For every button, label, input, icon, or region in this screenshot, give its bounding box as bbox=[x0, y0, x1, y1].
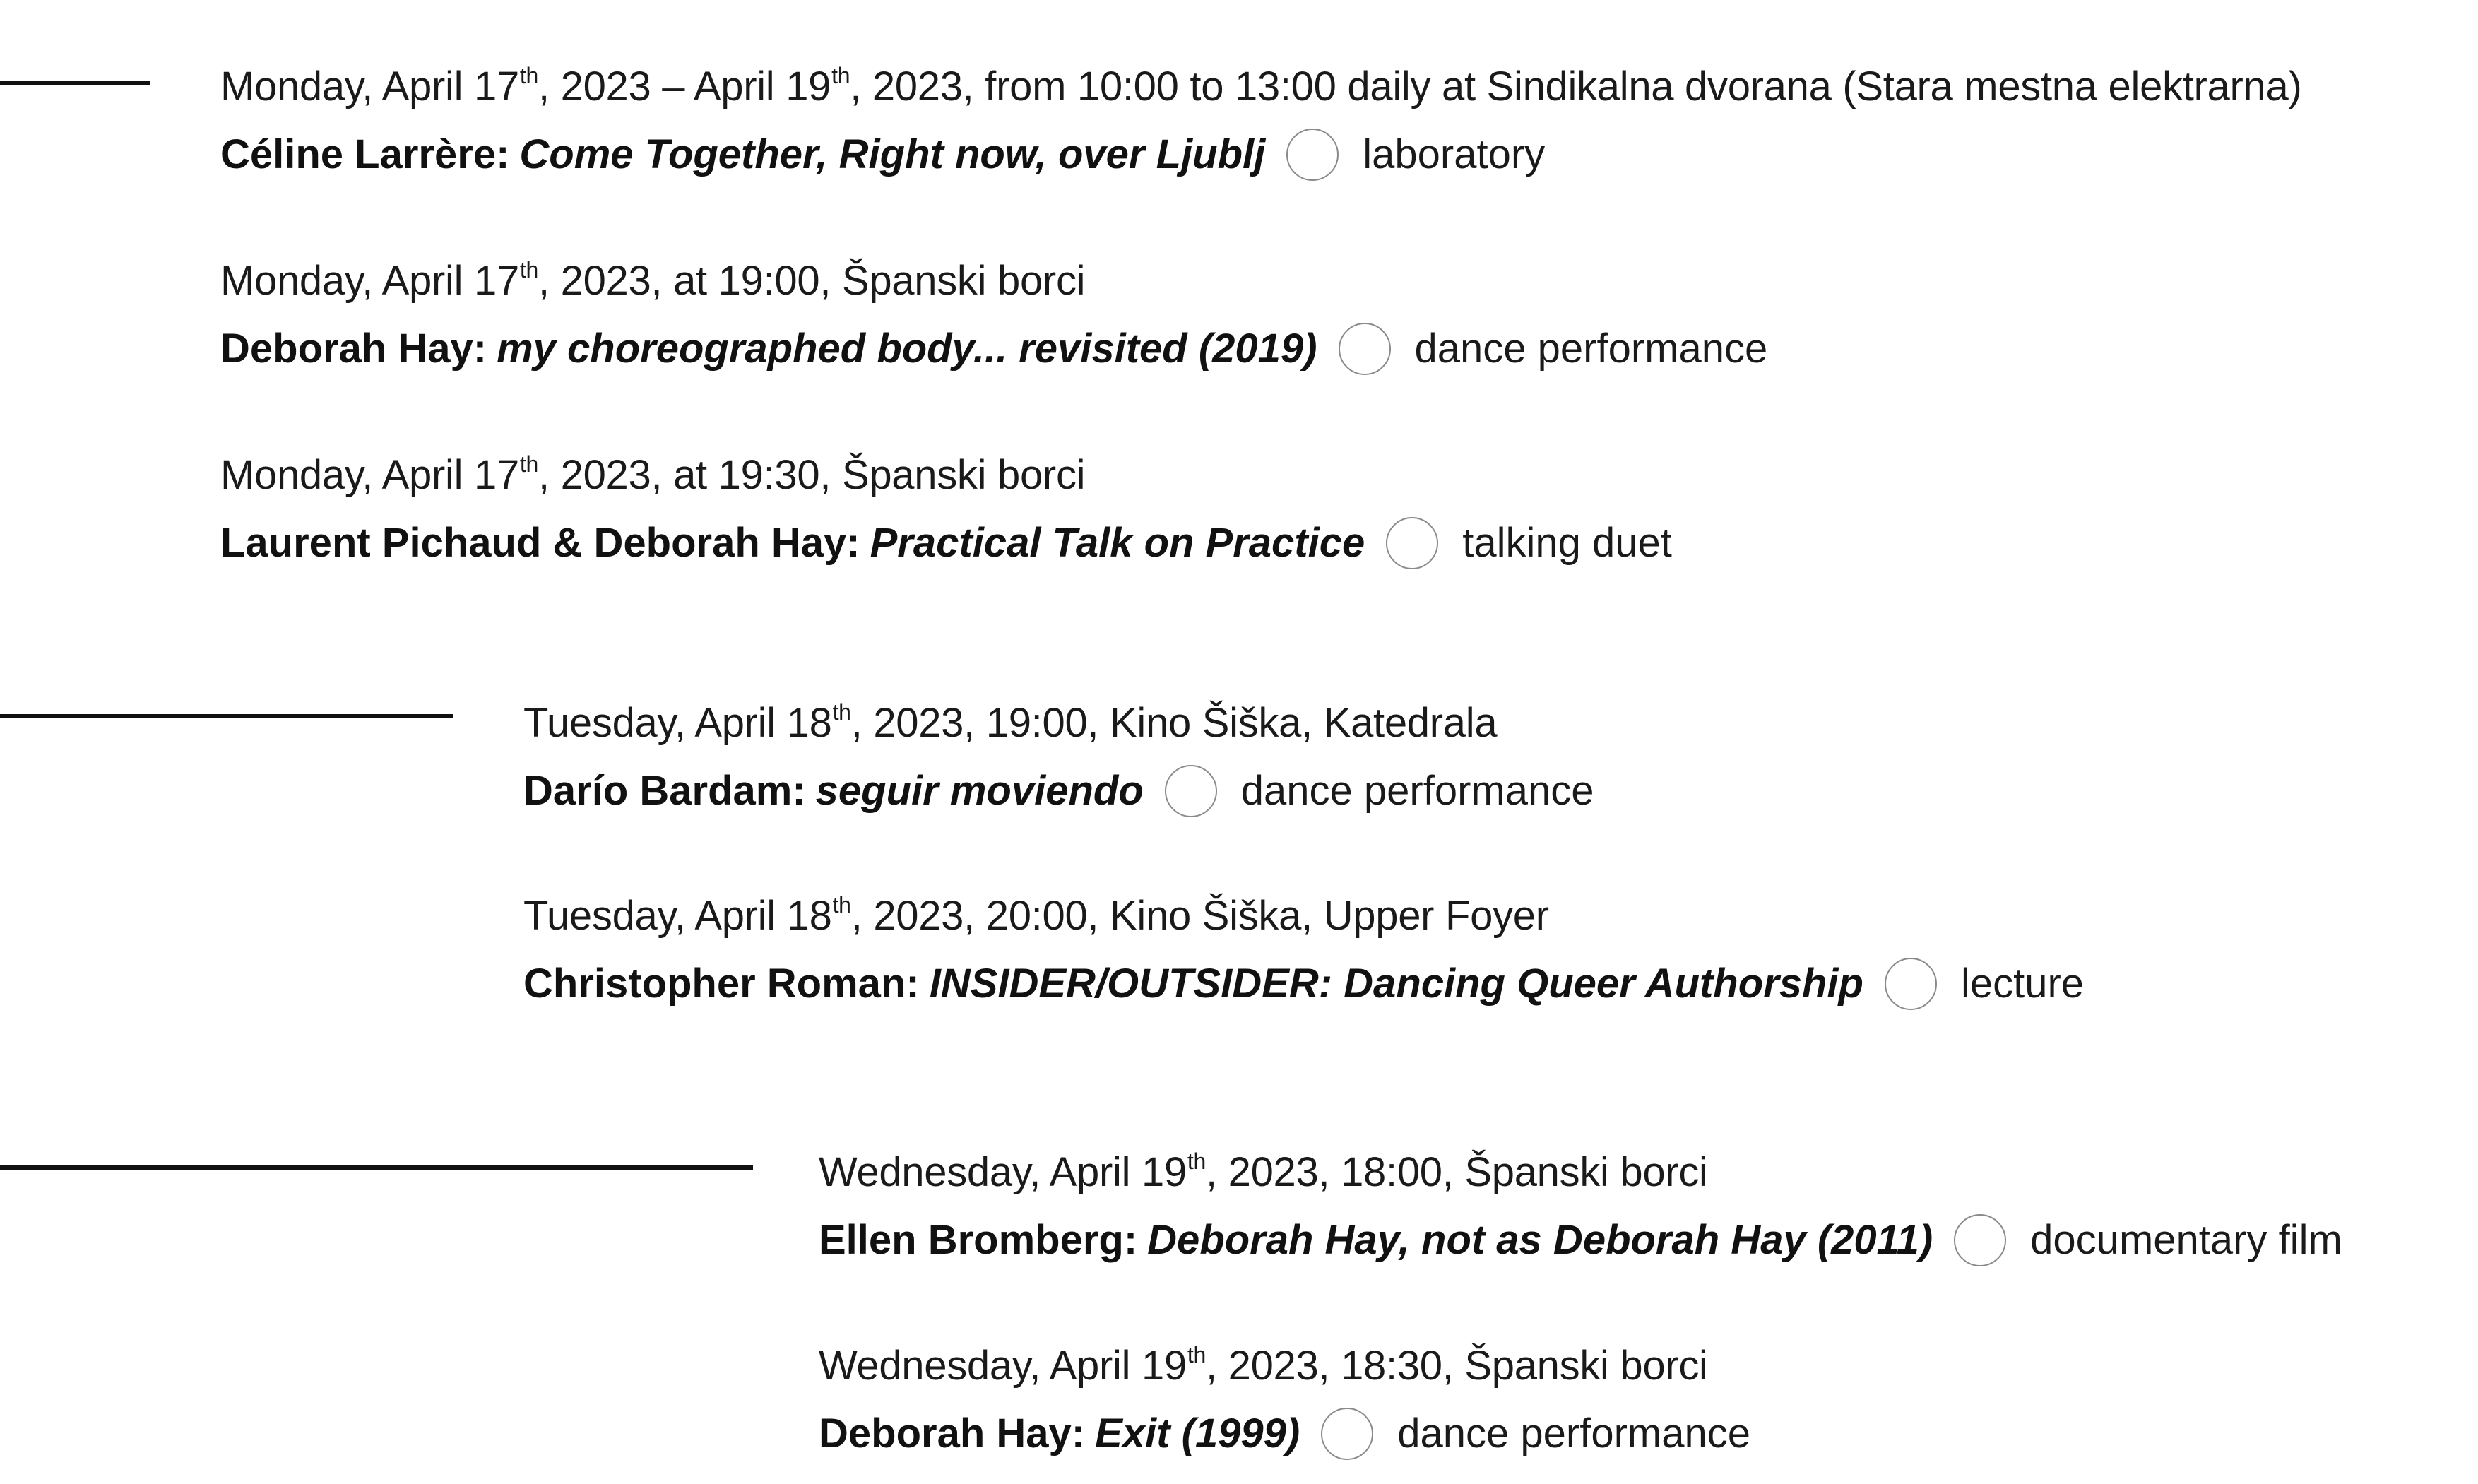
event-date: Wednesday, April 19th, 2023, 18:30, Španski borci bbox=[819, 1342, 1708, 1389]
event-date: Wednesday, April 19th, 2023, 18:00, Španski borci bbox=[819, 1148, 1708, 1195]
event-date: Monday, April 17th, 2023 – April 19th, 2023, from 10:00 to 13:00 daily at Sindikalna dvorana (Stara mestna elektrarna) bbox=[220, 63, 2302, 109]
event-item bbox=[220, 451, 1672, 569]
day-divider-line bbox=[0, 714, 453, 718]
event-author: Deborah Hay: bbox=[220, 326, 487, 372]
event-title-row bbox=[819, 1408, 1750, 1460]
event-item bbox=[819, 1341, 1750, 1460]
event-type: laboratory bbox=[1363, 131, 1546, 177]
event-title-row bbox=[523, 958, 2084, 1010]
event-title-row bbox=[220, 517, 1672, 569]
event-item bbox=[523, 891, 2084, 1010]
event-title-row bbox=[523, 765, 1594, 817]
event-work-title: Exit (1999) bbox=[1095, 1411, 1300, 1456]
event-work-title: Deborah Hay, not as Deborah Hay (2011) bbox=[1147, 1217, 1933, 1263]
event-work-title: seguir moviendo bbox=[815, 768, 1144, 814]
event-work-title: Practical Talk on Practice bbox=[870, 520, 1365, 566]
event-work-title: INSIDER/OUTSIDER: Dancing Queer Authorship bbox=[929, 961, 1863, 1007]
day-divider-line bbox=[0, 81, 150, 85]
select-circle-icon[interactable] bbox=[1386, 517, 1438, 569]
select-circle-icon[interactable] bbox=[1885, 958, 1937, 1010]
event-author: Céline Larrère: bbox=[220, 131, 510, 177]
event-type: documentary film bbox=[2030, 1217, 2342, 1263]
event-author: Deborah Hay: bbox=[819, 1411, 1086, 1456]
select-circle-icon[interactable] bbox=[1165, 765, 1217, 817]
select-circle-icon[interactable] bbox=[1339, 323, 1391, 375]
event-item bbox=[819, 1148, 2342, 1266]
event-item bbox=[220, 62, 2301, 181]
event-type: dance performance bbox=[1240, 768, 1594, 814]
event-type: talking duet bbox=[1462, 520, 1672, 566]
event-item bbox=[220, 256, 1767, 375]
event-title-row bbox=[220, 129, 2301, 181]
event-author: Christopher Roman: bbox=[523, 961, 920, 1007]
event-item bbox=[523, 699, 1594, 817]
event-author: Darío Bardam: bbox=[523, 768, 806, 814]
event-type: dance performance bbox=[1397, 1411, 1750, 1456]
select-circle-icon[interactable] bbox=[1286, 129, 1339, 181]
event-work-title: my choreographed body... revisited (2019) bbox=[497, 326, 1317, 372]
event-date: Monday, April 17th, 2023, at 19:00, Španski borci bbox=[220, 257, 1086, 304]
event-date: Monday, April 17th, 2023, at 19:30, Španski borci bbox=[220, 451, 1086, 498]
event-author: Laurent Pichaud & Deborah Hay: bbox=[220, 520, 860, 566]
day-divider-line bbox=[0, 1165, 753, 1170]
event-author: Ellen Bromberg: bbox=[819, 1217, 1138, 1263]
event-title-row bbox=[220, 323, 1767, 375]
event-date: Tuesday, April 18th, 2023, 20:00, Kino Šiška, Upper Foyer bbox=[523, 892, 1549, 939]
event-date: Tuesday, April 18th, 2023, 19:00, Kino Šiška, Katedrala bbox=[523, 699, 1498, 746]
event-work-title: Come Together, Right now, over Ljublj bbox=[519, 131, 1266, 177]
select-circle-icon[interactable] bbox=[1321, 1408, 1373, 1460]
select-circle-icon[interactable] bbox=[1954, 1214, 2006, 1266]
event-type: dance performance bbox=[1414, 326, 1768, 372]
event-title-row bbox=[819, 1214, 2342, 1266]
event-type: lecture bbox=[1960, 961, 2085, 1007]
